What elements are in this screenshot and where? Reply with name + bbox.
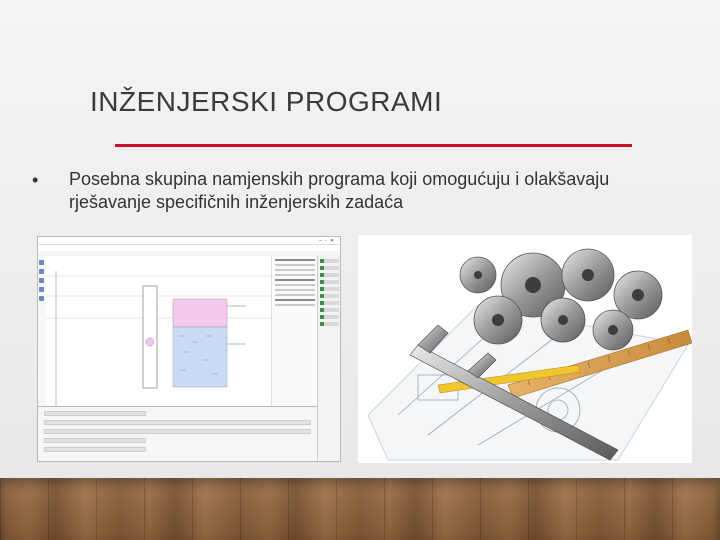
- app-window-titlebar: [38, 237, 340, 245]
- app-right-panel: [317, 256, 341, 461]
- app-bottom-panel: [38, 406, 317, 462]
- app-results-panel: [271, 256, 318, 406]
- tool-icon: [39, 269, 44, 274]
- app-drawing-area: [46, 256, 271, 406]
- wooden-floor-decoration: [0, 478, 720, 540]
- tool-icon: [39, 296, 44, 301]
- tool-icon: [39, 278, 44, 283]
- slide-title: INŽENJERSKI PROGRAMI: [90, 86, 443, 117]
- tool-icon: [39, 260, 44, 265]
- title-underline: [115, 144, 632, 147]
- engineering-image: [358, 235, 692, 463]
- soil-profile-drawing: [46, 256, 271, 406]
- window-controls-icon: –▫✕: [319, 238, 337, 244]
- software-screenshot: [37, 236, 341, 462]
- bullet-marker: •: [32, 170, 39, 190]
- gear-icon: [460, 249, 662, 350]
- gears-and-blueprint-illustration: [358, 235, 692, 463]
- tool-icon: [39, 287, 44, 292]
- bullet-text: Posebna skupina namjenskih programa koji omogućuju i olakšavaju rješavanje specifičnih inženjerskih zadaća: [69, 169, 610, 212]
